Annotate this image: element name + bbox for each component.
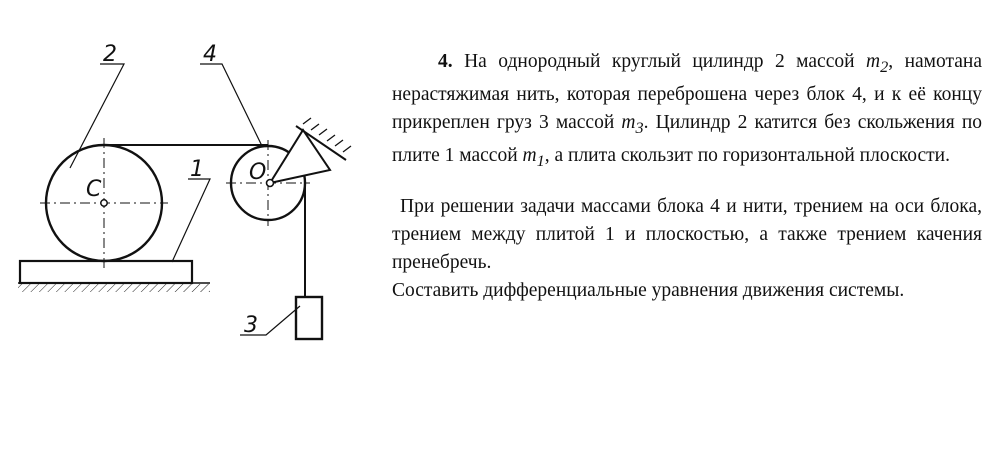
label-center-o: O	[249, 160, 267, 185]
pulley-support	[267, 118, 352, 187]
task-instruction: Составить дифференциальные уравнения движения системы.	[392, 279, 905, 301]
assumptions-text: При решении задачи массами блока 4 и нити, трением на оси блока, трением между плитой 1 и плоскостью, а также трением качения пренебречь.	[392, 195, 982, 273]
label-center-c: C	[86, 177, 102, 202]
label-plate-1: 1	[190, 157, 204, 182]
problem-number: 4.	[438, 51, 453, 72]
statement-part-1: На однородный круглый цилиндр 2 массой	[452, 51, 867, 72]
mass-m3: m	[621, 111, 636, 133]
weight-3	[296, 297, 322, 339]
mass-m1-sub: 1	[536, 151, 545, 170]
problem-statement	[392, 48, 982, 175]
mass-m3-sub: 3	[635, 118, 644, 137]
mass-m1: m	[522, 144, 537, 166]
mechanism-figure	[0, 0, 390, 458]
problem-assumptions	[392, 193, 982, 305]
label-pulley-4: 4	[203, 42, 217, 67]
mechanism-diagram	[0, 0, 390, 458]
mass-m2-sub: 2	[880, 57, 889, 76]
plate-1	[20, 261, 192, 283]
statement-part-2: , намотана нерастяжимая нить, которая переброшена через блок 4, и к её концу прикреплен груз 3 массой	[392, 51, 983, 133]
cylinder-2	[40, 138, 168, 268]
label-weight-3: 3	[244, 313, 258, 338]
statement-part-4: , а плита скользит по горизонтальной плоскости.	[544, 144, 950, 166]
label-cylinder-2: 2	[103, 42, 117, 67]
statement-part-3: . Цилиндр 2 катится без скольжения по плите 1 массой	[392, 111, 983, 166]
problem-text	[392, 48, 982, 305]
mass-m2: m	[866, 51, 881, 72]
ground-hatching	[18, 283, 210, 292]
